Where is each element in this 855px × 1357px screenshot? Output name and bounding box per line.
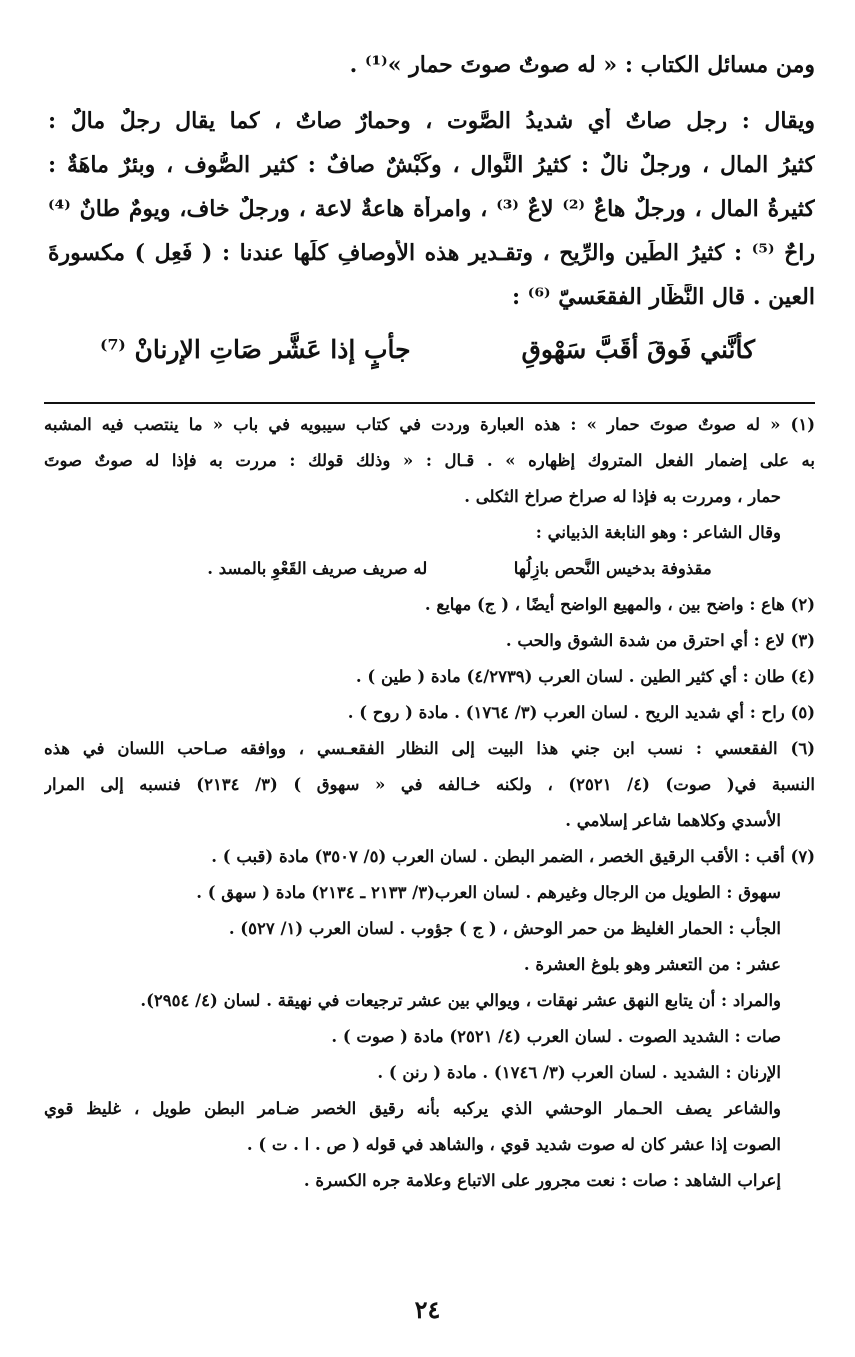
footnote-7-cont: الجأب : الحمار الغليظ من حمر الوحش ، ( ج ) جؤوب . لسان العرب (١/ ٥٢٧) .	[228, 919, 781, 938]
footnote-7-cont: صات : الشديد الصوت . لسان العرب (٤/ ٢٥٢١) مادة ( صوت ) .	[331, 1027, 781, 1046]
footnote-3: (٣) لاع : أي احترق من شدة الشوق والحب .	[505, 631, 815, 650]
footnote-line: به على إضمار الفعل المتروك إظهاره » . قـال : « وذلك قولك : مررت به فإذا له صوتٌ صوتَ	[44, 451, 815, 470]
poetry-verse	[100, 335, 755, 364]
footnote-7: (٧) أقب : الأقب الرقيق الخصر ، الضمر البطن . لسان العرب (٥/ ٣٥٠٧) مادة (قبب ) .	[211, 847, 815, 866]
footnote-verse	[164, 554, 755, 584]
main-line-6: العين . قال النَّظَّار الفقعَسيّ ⁽⁶⁾ :	[512, 284, 815, 310]
verse-hemistich-first: كأنَّني فَوقَ أقَبَّ سَهْوقِ	[521, 335, 755, 364]
footnote-verse-hemistich-first: مقذوفة بدخيس النَّحص بازِلُها	[513, 559, 712, 578]
footnote-verse-hemistich-second: له صريف صريف القَعْوِ بالمسد .	[207, 559, 428, 578]
main-line-5: راحٌ ⁽⁵⁾ : كثيرُ الطِّين والرِّيح ، وتقـدير هذه الأوصافِ كلِّها عندنا : ( فَعِل ) مكسورةَ	[48, 240, 815, 266]
footnote-7-cont: الصوت إذا عشر كان له صوت شديد قوي ، والشاهد في قوله ( ص . ا . ت ) .	[246, 1135, 781, 1154]
verse-hemistich-second: جأبٍ إذا عَشَّر صَاتِ الإرنانْ ⁽⁷⁾	[100, 335, 411, 364]
main-line-1: ومن مسائل الكتاب : « له صوتٌ صوتَ حمار »⁽¹⁾ .	[349, 52, 815, 78]
footnote-divider	[44, 402, 815, 404]
footnote-7-cont: والمراد : أن يتابع النهق عشر نهقات ، ويوالي بين عشر ترجيعات في نهيقة . لسان (٤/ ٢٩٥٤).	[140, 991, 781, 1010]
footnote-2: (٢) هاع : واضح بين ، والمهيع الواضح أيضًا ، ( ج) مهايع .	[424, 595, 815, 614]
footnote-7-cont: إعراب الشاهد : صات : نعت مجرور على الاتباع وعلامة جره الكسرة .	[303, 1171, 781, 1190]
footnote-line: (١) « له صوتٌ صوتَ حمار » : هذه العبارة وردت في كتاب سيبويه في باب « ما ينتصب فيه المشبه	[44, 415, 815, 434]
footnote-line: وقال الشاعر : وهو النابغة الذبياني :	[535, 523, 781, 542]
main-line-2: ويقال : رجل صاتٌ أي شديدُ الصَّوت ، وحمارٌ صاتٌ ، كما يقال رجلٌ مالٌ :	[48, 108, 815, 134]
footnote-7-cont: الإرنان : الشديد . لسان العرب (٣/ ١٧٤٦) . مادة ( رنن ) .	[377, 1063, 781, 1082]
footnote-line: حمار ، ومررت به فإذا له صراخ صراخ الثكلى .	[464, 487, 781, 506]
footnote-7-cont: سهوق : الطويل من الرجال وغيرهم . لسان العرب(٣/ ٢١٣٣ ـ ٢١٣٤) مادة ( سهق ) .	[196, 883, 781, 902]
footnote-5: (٥) راح : أي شديد الريح . لسان العرب (٣/ ١٧٦٤) . مادة ( روح ) .	[347, 703, 815, 722]
main-line-4: كثيرةُ المال ، ورجلٌ هاعٌ ⁽²⁾ لاعٌ ⁽³⁾ ، وامرأة هاعةٌ لاعة ، ورجلٌ خاف، ويومٌ طانٌ ⁽⁴⁾	[48, 196, 815, 222]
footnote-4: (٤) طان : أي كثير الطين . لسان العرب (٤/٢٧٣٩) مادة ( طين ) .	[355, 667, 815, 686]
main-line-3: كثيرُ المال ، ورجلٌ نالٌ : كثيرُ النَّوال ، وكَبْشٌ صافٌ : كثير الصُّوف ، وبئرٌ ماهَةٌ :	[48, 152, 815, 178]
footnote-6-cont: النسبة في( صوت) (٤/ ٢٥٢١) ، ولكنه خـالفه في « سهوق ) (٣/ ٢١٣٤) فنسبه إلى المرار	[44, 775, 815, 794]
footnote-7-cont: والشاعر يصف الحـمار الوحشي الذي يركبه بأنه رقيق الخصر ضـامر البطن طويل ، غليظ قوي	[44, 1099, 781, 1118]
footnote-6: (٦) الفقعسي : نسب ابن جني هذا البيت إلى النظار الفقعـسي ، ووافقه صـاحب اللسان في هذه	[44, 739, 815, 758]
footnote-7-cont: عشر : من التعشر وهو بلوغ العشرة .	[523, 955, 781, 974]
footnote-6-cont: الأسدي وكلاهما شاعر إسلامي .	[565, 811, 781, 830]
page-number: ٢٤	[414, 1295, 441, 1324]
